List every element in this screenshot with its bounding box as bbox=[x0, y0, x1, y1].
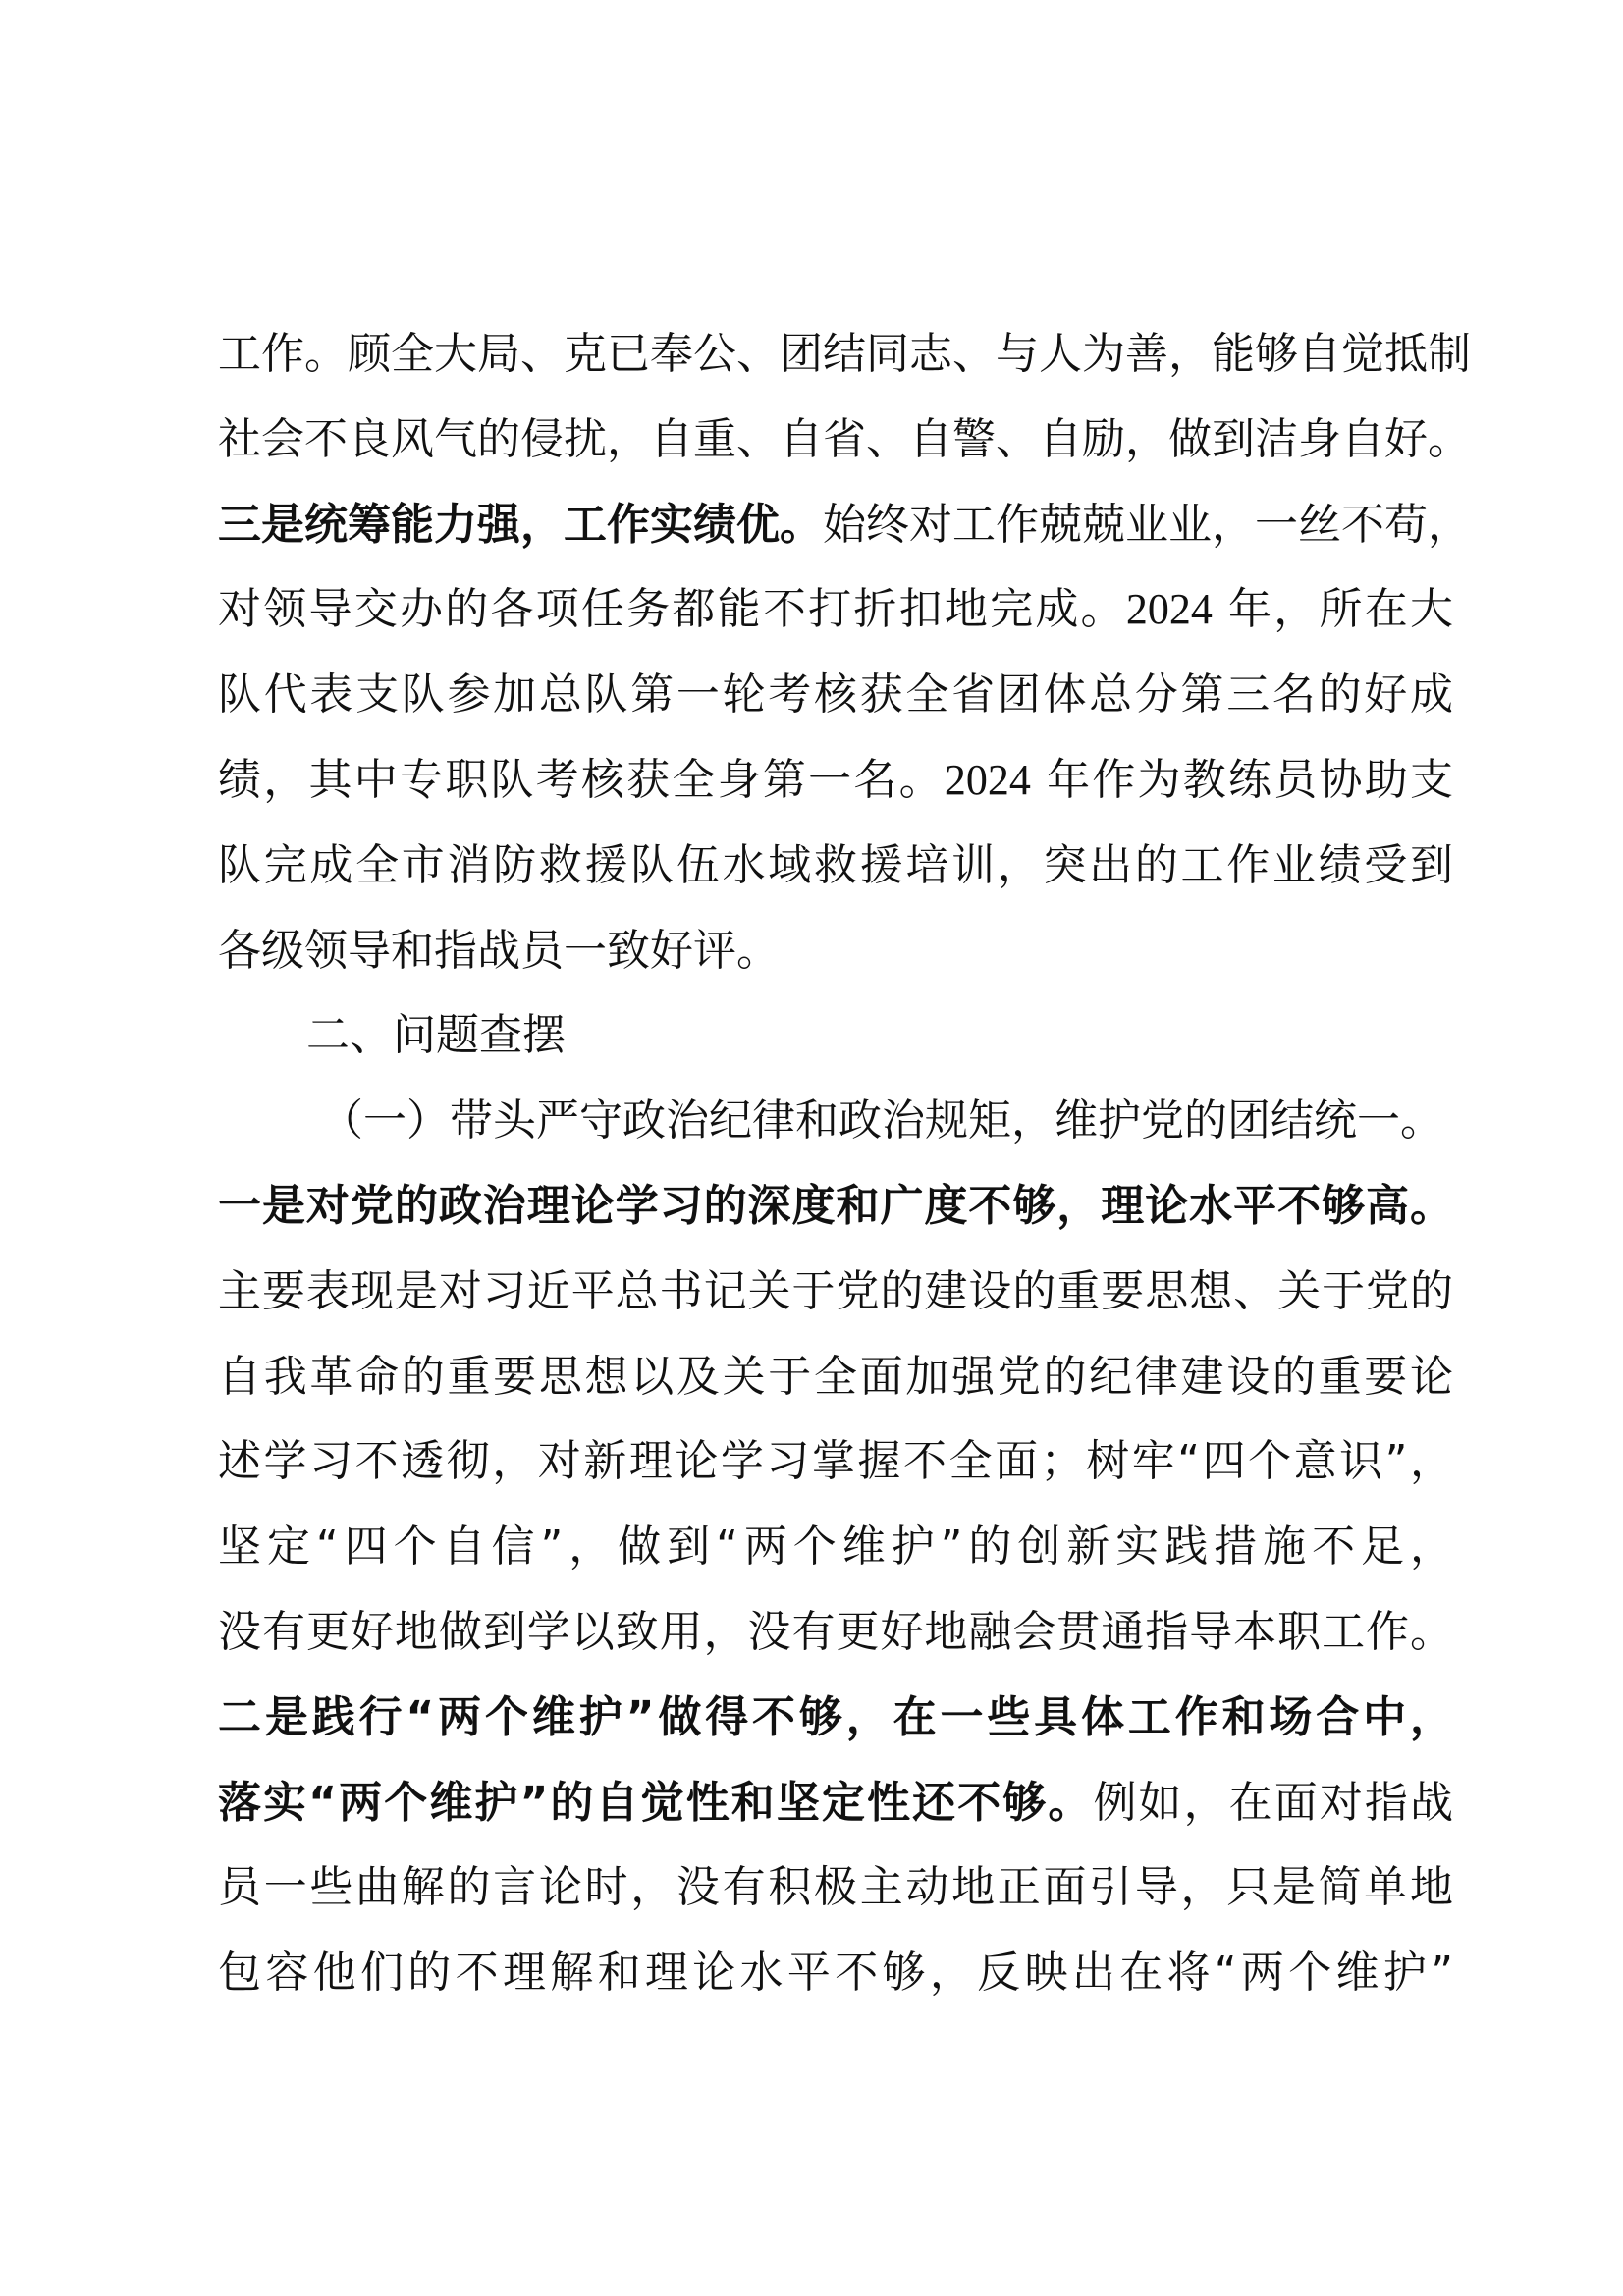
text-line bbox=[218, 398, 1471, 483]
text-run: 队代表支队参加总队第一轮考核获全省团体总分第三名的好成 bbox=[218, 669, 1453, 721]
text-line bbox=[218, 1931, 1453, 2016]
text-run: 坚定“四个自信”，做到“两个维护”的创新实践措施不足， bbox=[218, 1522, 1453, 1573]
text-run: 工作。顾全大局、克已奉公、团结同志、与人为善，能够自觉抵制 bbox=[218, 329, 1471, 379]
bold-text: 三是统筹能力强，工作实绩优。 bbox=[218, 499, 823, 550]
text-run: 绩，其中专职队考核获全身第一名。 bbox=[218, 754, 945, 805]
text-run: 2024 bbox=[1125, 585, 1213, 634]
text-line bbox=[218, 567, 1453, 653]
text-line bbox=[218, 738, 1453, 824]
bold-text: 一是对党的政治理论学习的深度和广度不够，理论水平不够高。 bbox=[218, 1180, 1453, 1231]
body-text bbox=[218, 312, 1471, 2016]
text-run: 例如，在面对指战 bbox=[1093, 1777, 1453, 1828]
text-line bbox=[218, 1250, 1453, 1335]
text-line bbox=[218, 909, 1453, 994]
text-run: 各级领导和指战员一致好评。 bbox=[218, 925, 780, 976]
text-run: 2024 bbox=[944, 755, 1031, 804]
text-run: 没有更好地做到学以致用，没有更好地融会贯通指导本职工作。 bbox=[218, 1606, 1453, 1657]
text-line bbox=[218, 312, 1471, 398]
bold-text: 落实“两个维护”的自觉性和坚定性还不够。 bbox=[218, 1777, 1094, 1828]
text-run: 始终对工作兢兢业业，一丝不苟， bbox=[823, 499, 1471, 550]
text-line bbox=[218, 653, 1453, 738]
text-line bbox=[218, 1761, 1453, 1846]
text-run: 年，所在大 bbox=[1212, 584, 1453, 635]
text-run: 包容他们的不理解和理论水平不够，反映出在将“两个维护” bbox=[218, 1948, 1453, 1999]
text-line bbox=[218, 483, 1471, 568]
bold-text: 二是践行“两个维护”做得不够，在一些具体工作和场合中， bbox=[218, 1691, 1453, 1742]
text-run: 员一些曲解的言论时，没有积极主动地正面引导，只是简单地 bbox=[218, 1862, 1453, 1913]
text-line bbox=[218, 1335, 1453, 1420]
text-line bbox=[218, 1164, 1453, 1250]
text-run: 述学习不透彻，对新理论学习掌握不全面；树牢“四个意识”， bbox=[218, 1436, 1453, 1487]
text-run: 主要表现是对习近平总书记关于党的建设的重要思想、关于党的 bbox=[218, 1265, 1453, 1316]
text-line bbox=[218, 1845, 1453, 1931]
text-line bbox=[218, 824, 1453, 909]
text-run: 年作为教练员协助支 bbox=[1030, 754, 1453, 805]
text-line bbox=[218, 1590, 1453, 1676]
text-run: 二、问题查摆 bbox=[306, 1010, 566, 1061]
text-line bbox=[218, 1505, 1453, 1590]
text-run: 队完成全市消防救援队伍水域救援培训，突出的工作业绩受到 bbox=[218, 839, 1453, 890]
section-heading bbox=[218, 993, 1453, 1079]
text-line bbox=[218, 1676, 1453, 1761]
text-run: 自我革命的重要思想以及关于全面加强党的纪律建设的重要论 bbox=[218, 1351, 1453, 1402]
text-line bbox=[218, 1419, 1453, 1505]
text-run: 对领导交办的各项任务都能不打折扣地完成。 bbox=[218, 584, 1126, 635]
text-run: 社会不良风气的侵扰，自重、自省、自警、自励，做到洁身自好。 bbox=[218, 413, 1471, 464]
subsection-heading bbox=[218, 1079, 1453, 1164]
text-run: （一）带头严守政治纪律和政治规矩，维护党的团结统一。 bbox=[320, 1095, 1443, 1147]
